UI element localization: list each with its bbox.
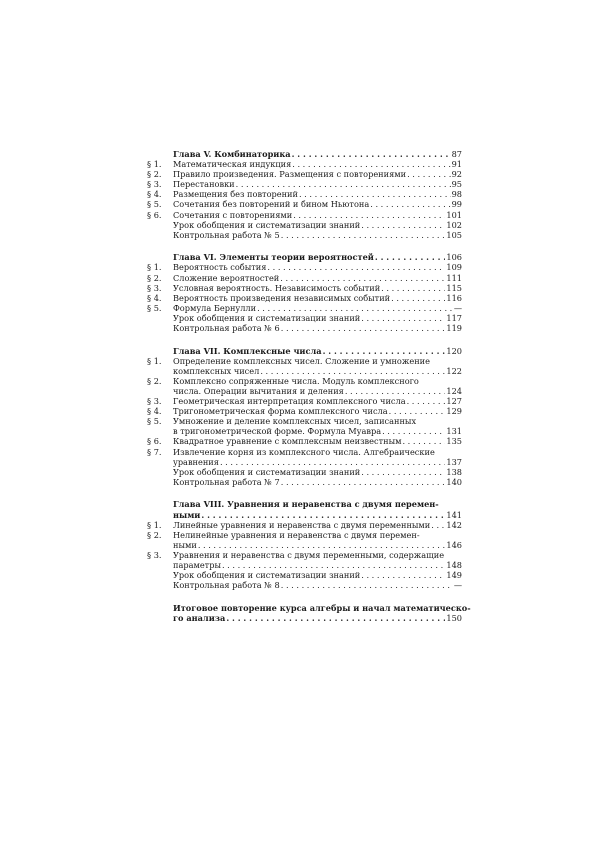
page-number: 149: [446, 570, 462, 581]
page-number: 140: [446, 476, 462, 487]
chapter-heading[interactable]: [148, 149, 462, 159]
page-number: 117: [446, 312, 462, 323]
toc-entry-title: Контрольная работа № 8: [173, 580, 280, 591]
toc-entry-title: параметры: [173, 559, 221, 570]
toc-entry-line: [173, 273, 462, 283]
chapter-heading-line: [173, 613, 462, 623]
page-number: 146: [446, 539, 462, 550]
page-number: 101: [446, 209, 462, 220]
toc-entry-title: ными: [173, 539, 197, 550]
toc-entry-title: Комплексно сопряженные числа. Модуль комплексного: [173, 375, 419, 386]
page-number: 127: [446, 396, 462, 407]
section-number: § 4.: [147, 189, 162, 200]
page-number: 129: [446, 406, 462, 417]
toc-entry[interactable]: [148, 220, 462, 230]
toc-entry-title: комплексных чисел: [173, 365, 260, 376]
table-of-contents: [147, 149, 471, 635]
dot-leader: [361, 467, 445, 477]
toc-entry[interactable]: [148, 273, 462, 283]
page-number: 95: [451, 179, 462, 190]
dot-leader: [198, 540, 446, 550]
section-number: § 1.: [147, 262, 162, 273]
chapter-title: ными: [173, 509, 201, 520]
toc-entry-line: [173, 396, 462, 406]
chapter-title: Итоговое повторение курса алгебры и начал математическо-: [173, 602, 471, 613]
page-number: 142: [446, 519, 462, 530]
toc-chapter: [148, 499, 462, 590]
toc-entry[interactable]: [148, 169, 462, 179]
section-number: § 3.: [147, 282, 162, 293]
toc-entry-line: [173, 477, 462, 487]
toc-entry-title: Урок обобщения и систематизации знаний: [173, 570, 361, 581]
toc-chapter: [148, 346, 462, 487]
chapter-title: Глава VIII. Уравнения и неравенства с двумя перемен-: [173, 499, 439, 510]
toc-entry-title: Сочетания с повторениями: [173, 209, 293, 220]
toc-entry-title: Тригонометрическая форма комплексного числа: [173, 406, 388, 417]
section-number: § 6.: [147, 209, 162, 220]
dot-leader: [292, 149, 451, 159]
dot-leader: [389, 406, 446, 416]
chapter-title: го анализа: [173, 612, 226, 623]
toc-entry-line: [173, 220, 462, 230]
toc-entry[interactable]: [148, 550, 462, 570]
section-number: § 7.: [147, 446, 162, 457]
page-number: —: [453, 580, 462, 591]
page-number: 137: [446, 456, 462, 467]
chapter-heading[interactable]: [148, 252, 462, 262]
chapter-heading[interactable]: [148, 499, 462, 519]
toc-entry-line: [173, 406, 462, 416]
toc-entry[interactable]: [148, 293, 462, 303]
toc-entry-title: Правило произведения. Размещения с повторениями: [173, 169, 407, 180]
dot-leader: [257, 303, 453, 313]
section-number: § 2.: [147, 169, 162, 180]
toc-entry-title: Контрольная работа № 5: [173, 229, 280, 240]
page-number: 119: [446, 323, 462, 333]
toc-entry-title: в тригонометрической форме. Формула Муавра: [173, 426, 382, 437]
toc-entry[interactable]: [148, 447, 462, 467]
toc-entry[interactable]: [148, 416, 462, 436]
chapter-heading-line: [173, 252, 462, 262]
toc-entry[interactable]: [148, 303, 462, 313]
toc-entry-title: Формула Бернулли: [173, 302, 257, 313]
dot-leader: [381, 283, 445, 293]
toc-entry[interactable]: [148, 189, 462, 199]
toc-entry-title: числа. Операции вычитания и деления: [173, 385, 344, 396]
page-number: 87: [451, 149, 462, 159]
dot-leader: [220, 457, 445, 467]
toc-entry-title: Извлечение корня из комплексного числа. Алгебраические: [173, 446, 435, 457]
toc-chapter: [148, 252, 462, 333]
page-number: 98: [451, 189, 462, 200]
toc-entry[interactable]: [148, 283, 462, 293]
dot-leader: [402, 436, 445, 446]
toc-entry[interactable]: [148, 406, 462, 416]
toc-entry-title: Размещения без повторений: [173, 189, 298, 200]
toc-entry[interactable]: [148, 230, 462, 240]
dot-leader: [236, 179, 451, 189]
toc-entry-line: [173, 179, 462, 189]
toc-entry-line: [173, 436, 462, 446]
toc-entry-line: [173, 210, 462, 220]
section-number: § 6.: [147, 436, 162, 447]
toc-entry-line: [173, 530, 462, 540]
page-number: 138: [446, 466, 462, 477]
page-number: 135: [446, 436, 462, 447]
dot-leader: [345, 386, 446, 396]
dot-leader: [281, 323, 446, 333]
chapter-heading[interactable]: [148, 602, 471, 623]
toc-entry[interactable]: [148, 356, 462, 376]
dot-leader: [370, 199, 450, 209]
toc-entry-line: [173, 159, 462, 169]
toc-entry-line: [173, 376, 462, 386]
dot-leader: [391, 293, 445, 303]
dot-leader: [299, 189, 451, 199]
page-number: 122: [446, 365, 462, 376]
dot-leader: [281, 230, 446, 240]
toc-entry[interactable]: [148, 376, 462, 396]
chapter-heading-line: [173, 602, 471, 613]
section-number: § 4.: [147, 406, 162, 417]
toc-entry[interactable]: [148, 159, 462, 169]
toc-entry-line: [173, 550, 462, 560]
section-number: § 2.: [147, 272, 162, 283]
toc-entry-title: Урок обобщения и систематизации знаний: [173, 312, 361, 323]
section-number: § 3.: [147, 549, 162, 560]
section-number: § 4.: [147, 292, 162, 303]
toc-entry-title: Сочетания без повторений и бином Ньютона: [173, 199, 370, 210]
toc-entry-line: [173, 283, 462, 293]
dot-leader: [361, 570, 445, 580]
toc-chapter: [148, 149, 462, 240]
toc-entry-title: Линейные уравнения и неравенства с двумя переменными: [173, 519, 431, 530]
toc-entry[interactable]: [148, 199, 462, 209]
dot-leader: [201, 510, 445, 520]
page-number: 102: [446, 219, 462, 230]
toc-entry-line: [173, 230, 462, 240]
toc-entry-title: Уравнения и неравенства с двумя переменными, содержащие: [173, 549, 445, 560]
chapter-heading-line: [173, 346, 462, 356]
dot-leader: [361, 313, 445, 323]
toc-entry-line: [173, 366, 462, 376]
dot-leader: [407, 169, 450, 179]
toc-entry-line: [173, 189, 462, 199]
toc-entry-line: [173, 560, 462, 570]
chapter-title: Глава VI. Элементы теории вероятностей: [173, 252, 374, 263]
chapter-title: Глава V. Комбинаторика: [173, 149, 291, 159]
toc-entry[interactable]: [148, 520, 462, 530]
page-number: 91: [451, 159, 462, 170]
page-number: 111: [446, 272, 462, 283]
chapter-title: Глава VII. Комплексные числа: [173, 345, 322, 356]
section-number: § 1.: [147, 355, 162, 366]
toc-entry-line: [173, 386, 462, 396]
page-number: 116: [446, 292, 462, 303]
dot-leader: [361, 220, 445, 230]
page-number: 150: [446, 612, 462, 623]
toc-entry[interactable]: [148, 467, 462, 477]
toc-entry-line: [173, 169, 462, 179]
toc-entry-line: [173, 313, 462, 323]
toc-entry-line: [173, 199, 462, 209]
toc-entry-line: [173, 457, 462, 467]
dot-leader: [293, 210, 445, 220]
toc-entry-title: Определение комплексных чисел. Сложение и умножение: [173, 355, 430, 366]
page-number: 99: [451, 199, 462, 210]
toc-entry-title: Контрольная работа № 7: [173, 476, 280, 487]
toc-entry-title: Геометрическая интерпретация комплексного числа: [173, 396, 406, 407]
chapter-heading-line: [173, 149, 462, 159]
section-number: § 1.: [147, 519, 162, 530]
toc-entry-line: [173, 356, 462, 366]
toc-entry-title: Урок обобщения и систематизации знаний: [173, 466, 361, 477]
chapter-heading-line: [173, 499, 462, 509]
dot-leader: [323, 346, 446, 356]
toc-entry[interactable]: [148, 210, 462, 220]
section-number: § 1.: [147, 159, 162, 170]
dot-leader: [281, 580, 453, 590]
toc-entry-title: Сложение вероятностей: [173, 272, 280, 283]
dot-leader: [267, 262, 445, 272]
dot-leader: [407, 396, 446, 406]
section-number: § 2.: [147, 529, 162, 540]
toc-chapter: [148, 602, 471, 623]
toc-entry[interactable]: [148, 396, 462, 406]
toc-entry[interactable]: [148, 477, 462, 487]
page-number: 131: [446, 426, 462, 437]
dot-leader: [375, 252, 445, 262]
dot-leader: [292, 159, 450, 169]
page-number: —: [453, 302, 462, 313]
toc-entry-line: [173, 467, 462, 477]
page-number: 141: [446, 509, 462, 520]
toc-entry-title: Математическая индукция: [173, 159, 292, 170]
dot-leader: [260, 366, 445, 376]
toc-entry-title: Контрольная работа № 6: [173, 323, 280, 333]
toc-entry-title: Урок обобщения и систематизации знаний: [173, 219, 361, 230]
dot-leader: [226, 613, 445, 623]
toc-entry-line: [173, 426, 462, 436]
page-number: 92: [451, 169, 462, 180]
toc-entry[interactable]: [148, 580, 462, 590]
section-number: § 3.: [147, 179, 162, 190]
toc-entry[interactable]: [148, 179, 462, 189]
chapter-heading[interactable]: [148, 346, 462, 356]
toc-entry[interactable]: [148, 570, 462, 580]
section-number: § 5.: [147, 302, 162, 313]
page-number: 105: [446, 229, 462, 240]
toc-entry-line: [173, 570, 462, 580]
page-number: 124: [446, 385, 462, 396]
page-number: 148: [446, 559, 462, 570]
page-number: 109: [446, 262, 462, 273]
toc-entry[interactable]: [148, 530, 462, 550]
toc-entry[interactable]: [148, 323, 462, 333]
section-number: § 3.: [147, 396, 162, 407]
toc-entry-title: Квадратное уравнение с комплексным неизвестным: [173, 436, 402, 447]
section-number: § 2.: [147, 375, 162, 386]
toc-entry-title: Вероятность произведения независимых событий: [173, 292, 391, 303]
toc-entry[interactable]: [148, 436, 462, 446]
toc-entry-line: [173, 293, 462, 303]
dot-leader: [222, 560, 445, 570]
dot-leader: [382, 426, 445, 436]
toc-entry-line: [173, 540, 462, 550]
dot-leader: [431, 520, 445, 530]
toc-entry[interactable]: [148, 313, 462, 323]
toc-entry-title: Вероятность события: [173, 262, 267, 273]
toc-entry-title: Умножение и деление комплексных чисел, записанных: [173, 416, 417, 427]
toc-entry-title: Нелинейные уравнения и неравенства с двумя перемен-: [173, 529, 420, 540]
page-number: 106: [446, 252, 462, 263]
chapter-heading-line: [173, 510, 462, 520]
toc-entry[interactable]: [148, 262, 462, 272]
toc-entry-title: уравнения: [173, 456, 219, 467]
section-number: § 5.: [147, 199, 162, 210]
toc-entry-title: Перестановки: [173, 179, 235, 190]
toc-entry-line: [173, 520, 462, 530]
toc-entry-title: Условная вероятность. Независимость событий: [173, 282, 381, 293]
toc-entry-line: [173, 303, 462, 313]
toc-entry-line: [173, 323, 462, 333]
section-number: § 5.: [147, 416, 162, 427]
page-number: 115: [446, 282, 462, 293]
dot-leader: [281, 477, 446, 487]
toc-entry-line: [173, 447, 462, 457]
toc-entry-line: [173, 580, 462, 590]
dot-leader: [280, 273, 445, 283]
toc-entry-line: [173, 416, 462, 426]
toc-entry-line: [173, 262, 462, 272]
page-number: 120: [446, 345, 462, 356]
